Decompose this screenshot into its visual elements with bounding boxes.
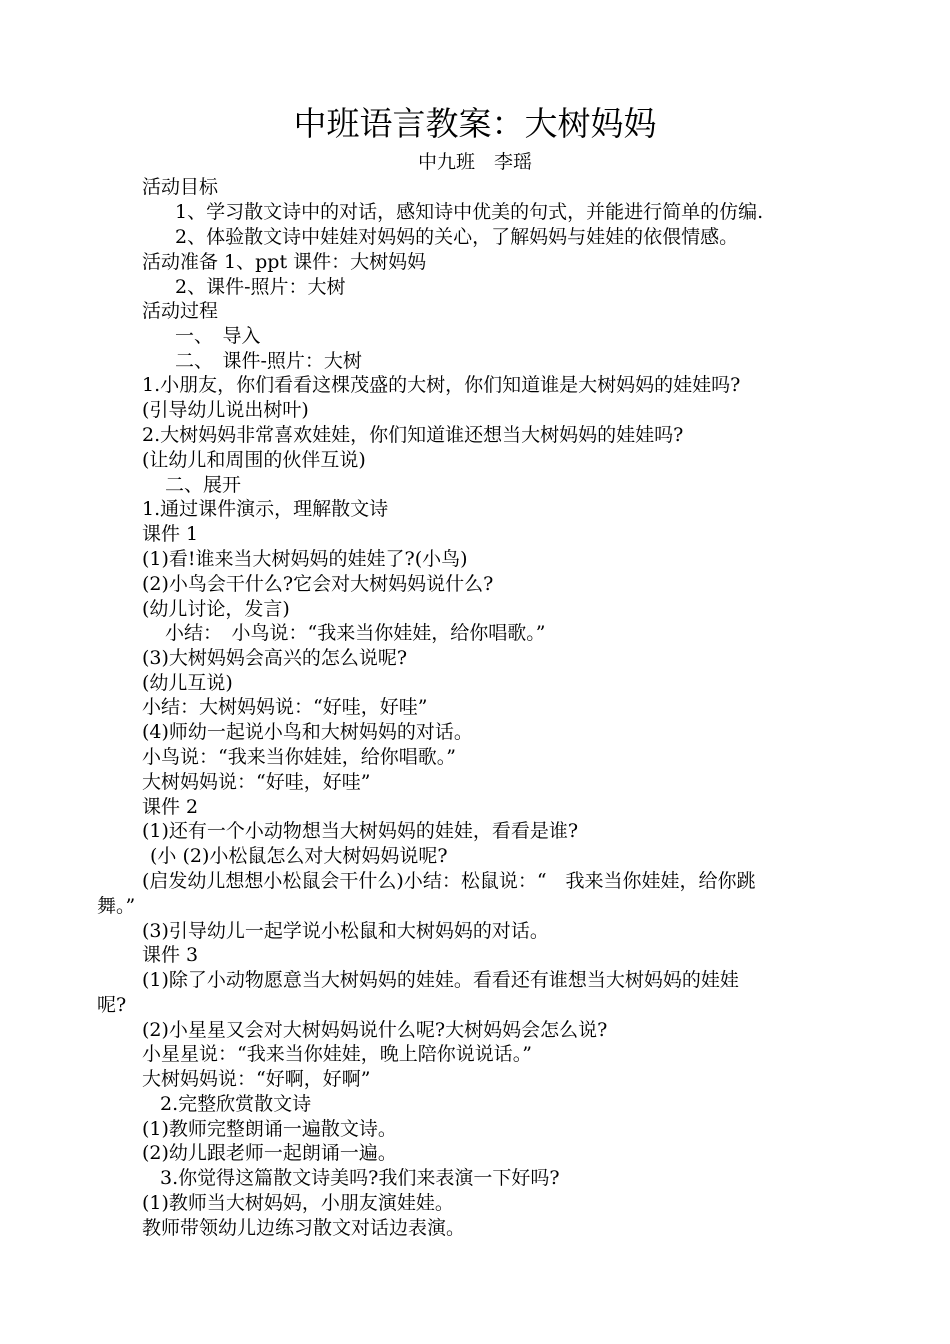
- text-line: (4)师幼一起说小鸟和大树妈妈的对话。: [142, 721, 473, 743]
- text-line: 课件 3: [142, 944, 199, 966]
- text-line: 二、展开: [165, 474, 242, 496]
- text-line: (2)幼儿跟老师一起朗诵一遍。: [142, 1142, 397, 1164]
- text-line: 1.小朋友，你们看看这棵茂盛的大树，你们知道谁是大树妈妈的娃娃吗?: [142, 374, 741, 396]
- text-line: (1)还有一个小动物想当大树妈妈的娃娃，看看是谁?: [142, 820, 579, 842]
- text-line: (启发幼儿想想小松鼠会干什么)小结：松鼠说：“ 我来当你娃娃，给你跳: [142, 870, 756, 892]
- text-line: 小结：大树妈妈说：“好哇，好哇”: [142, 696, 428, 718]
- text-line: (3)引导幼儿一起学说小松鼠和大树妈妈的对话。: [142, 920, 549, 942]
- text-line: 教师带领幼儿边练习散文对话边表演。: [142, 1217, 466, 1239]
- text-line: 大树妈妈说：“好啊，好啊”: [142, 1068, 371, 1090]
- text-line: (让幼儿和周围的伙伴互说): [142, 449, 366, 471]
- text-line: (小 (2)小松鼠怎么对大树妈妈说呢?: [150, 845, 448, 867]
- text-line: 3.你觉得这篇散文诗美吗?我们来表演一下好吗?: [160, 1167, 560, 1189]
- text-line: (1)看!谁来当大树妈妈的娃娃了?(小鸟): [142, 548, 468, 570]
- text-line: 二、 课件-照片：大树: [175, 350, 362, 372]
- text-line: 1、学习散文诗中的对话，感知诗中优美的句式，并能进行简单的仿编.: [175, 201, 764, 223]
- text-line: 活动目标: [142, 176, 219, 198]
- text-line: (引导幼儿说出树叶): [142, 399, 309, 421]
- text-line: (幼儿讨论，发言): [142, 598, 290, 620]
- text-line: 2、课件-照片：大树: [175, 276, 346, 298]
- text-line: (1)教师当大树妈妈，小朋友演娃娃。: [142, 1192, 454, 1214]
- text-line: 呢?: [97, 994, 127, 1016]
- text-line: (2)小鸟会干什么?它会对大树妈妈说什么?: [142, 573, 494, 595]
- text-line: 小鸟说：“我来当你娃娃，给你唱歌。”: [142, 746, 456, 768]
- text-line: (2)小星星又会对大树妈妈说什么呢?大树妈妈会怎么说?: [142, 1019, 608, 1041]
- text-line: 2、体验散文诗中娃娃对妈妈的关心，了解妈妈与娃娃的依偎情感。: [175, 226, 739, 248]
- text-line: 1.通过课件演示，理解散文诗: [142, 498, 389, 520]
- text-line: (3)大树妈妈会高兴的怎么说呢?: [142, 647, 408, 669]
- text-line: (1)教师完整朗诵一遍散文诗。: [142, 1118, 397, 1140]
- text-line: (1)除了小动物愿意当大树妈妈的娃娃。看看还有谁想当大树妈妈的娃娃: [142, 969, 739, 991]
- text-line: 2.大树妈妈非常喜欢娃娃，你们知道谁还想当大树妈妈的娃娃吗?: [142, 424, 684, 446]
- text-line: 大树妈妈说：“好哇，好哇”: [142, 771, 371, 793]
- text-line: 2.完整欣赏散文诗: [160, 1093, 312, 1115]
- text-line: 舞。”: [97, 895, 136, 917]
- text-line: 课件 2: [142, 796, 199, 818]
- text-line: 活动过程: [142, 300, 219, 322]
- text-line: (幼儿互说): [142, 672, 233, 694]
- author-line: 中九班 李瑶: [417, 151, 532, 173]
- document-title: 中班语言教案：大树妈妈: [293, 104, 657, 143]
- text-line: 小星星说：“我来当你娃娃，晚上陪你说说话。”: [142, 1043, 532, 1065]
- text-line: 一、 导入: [175, 325, 261, 347]
- text-line: 活动准备 1、ppt 课件：大树妈妈: [142, 251, 427, 273]
- text-line: 课件 1: [142, 523, 199, 545]
- text-line: 小结： 小鸟说：“我来当你娃娃，给你唱歌。”: [165, 622, 546, 644]
